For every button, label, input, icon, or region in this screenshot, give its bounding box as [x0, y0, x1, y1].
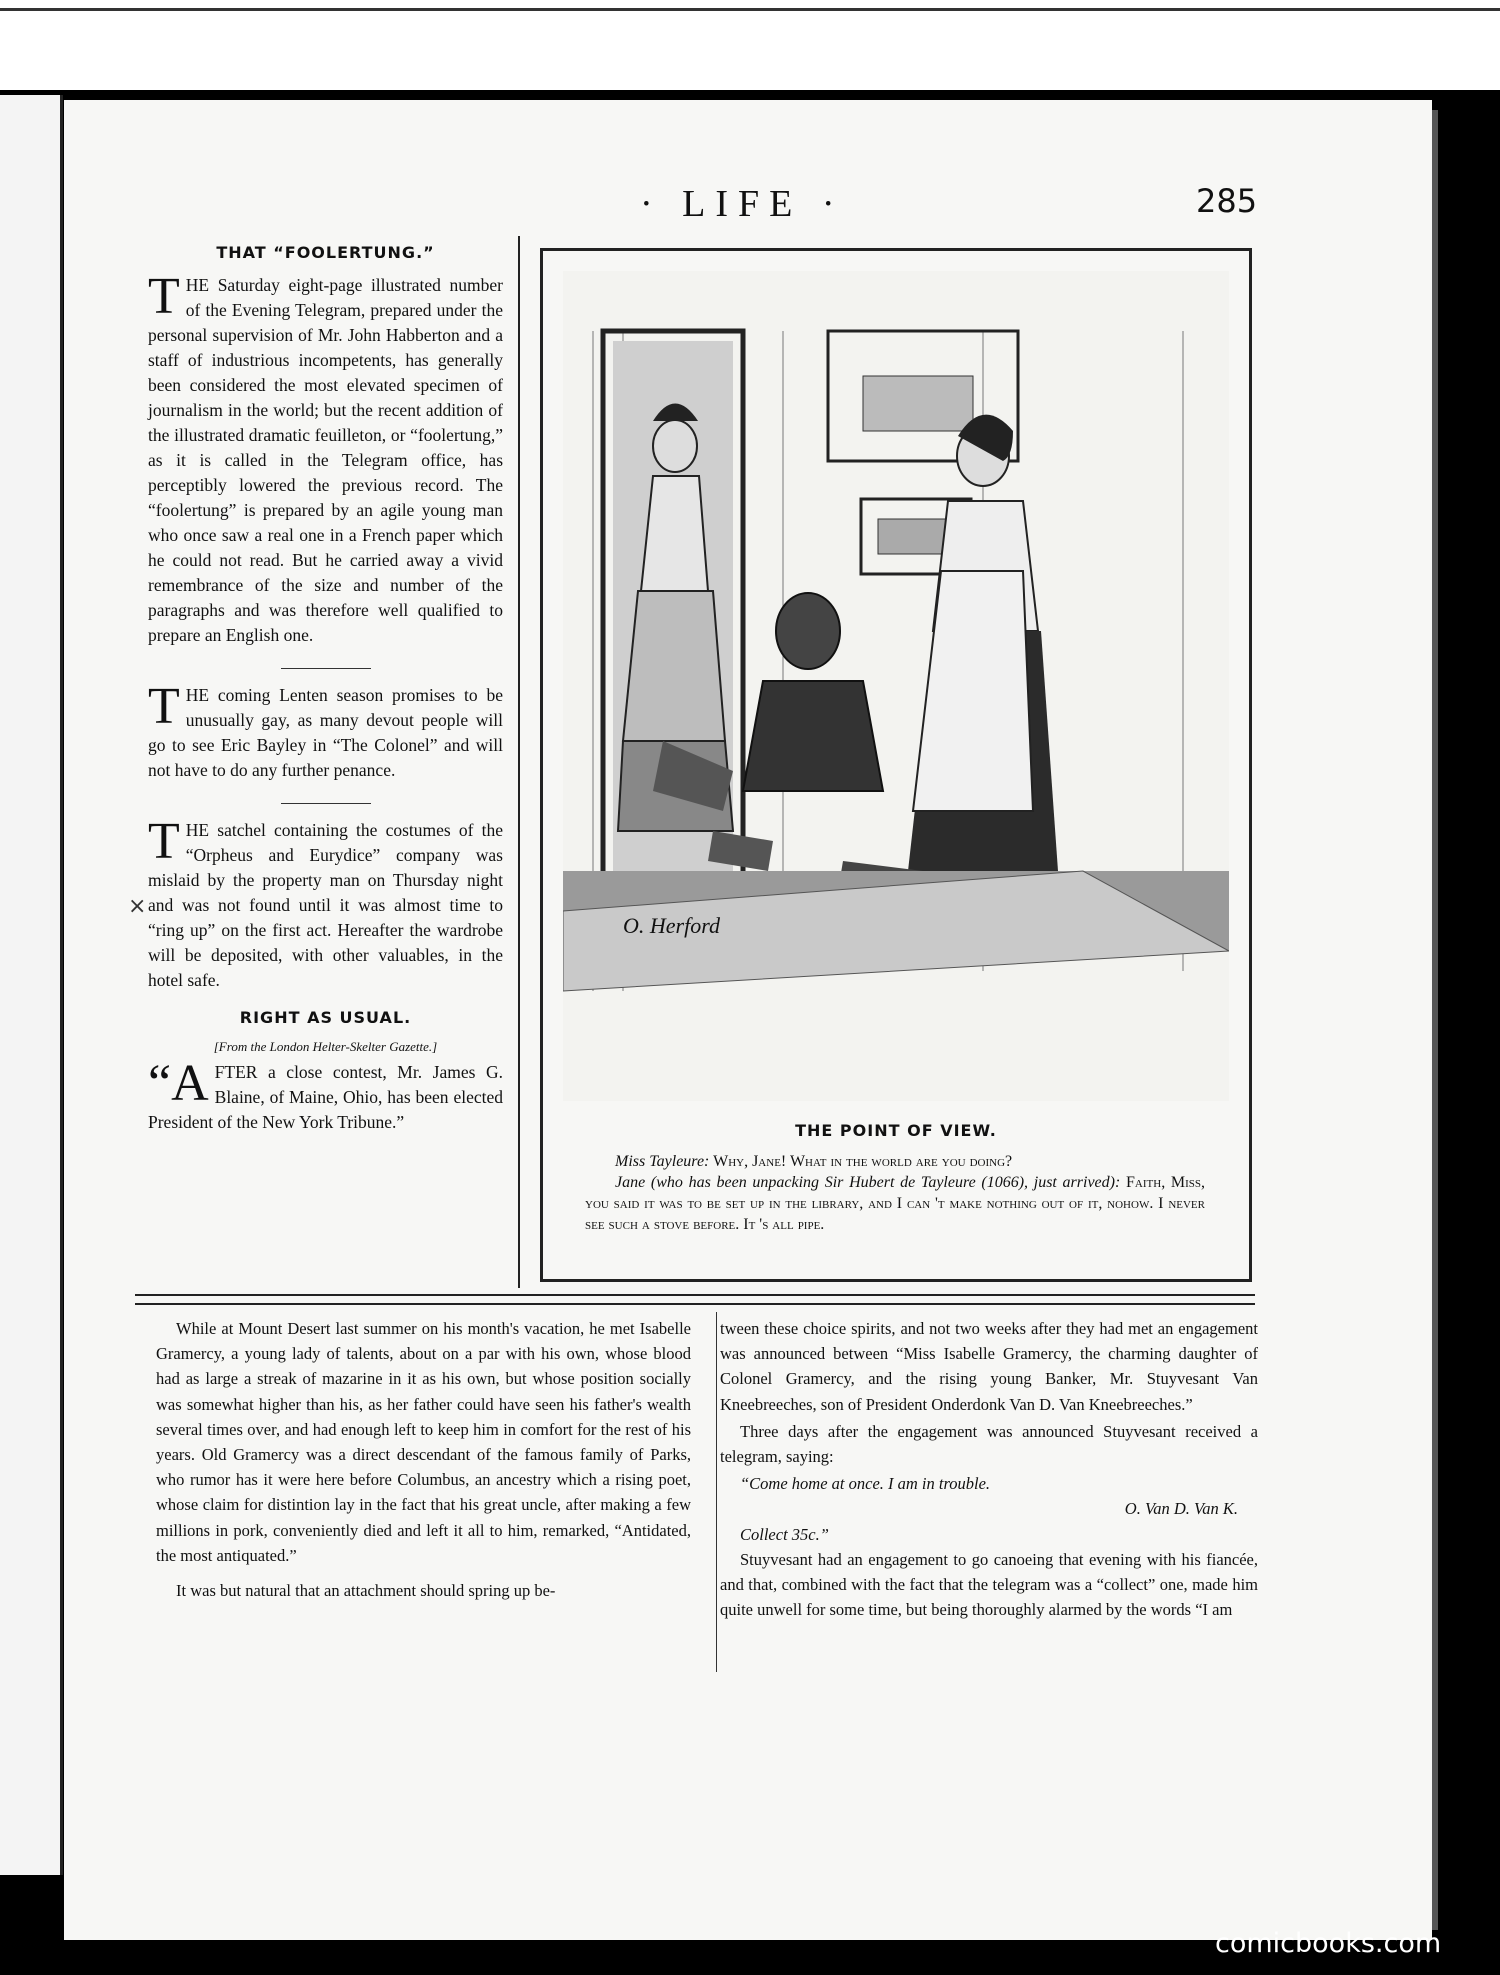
- telegram-signer: O. Van D. Van K.: [1124, 1499, 1238, 1519]
- article-lenten: THE coming Lenten season promises to be unusually gay, as many devout people will go to see Eric Bayley in “The Colonel” and will not have to do any further penance.: [148, 678, 503, 780]
- article-foolertung: THE Saturday eight-page illustrated number of the Evening Telegram, prepared under the personal supervision of Mr. John Habberton and a staff of industrious incompetents, has generally been considered the most elevated specimen of journalism in the world; but the recent addition of the illustrated dramatic feuilleton, or “foolertung,” as it is called in the Telegram office, has perceptibly lowered the previous record. The “foolertung” is prepared by an agile young man who once saw a real one in a French paper which he could not read. But he carried away a vivid remembrance of the size and number of the paragraphs and was therefore well qualified to prepare an English one.: [148, 268, 503, 645]
- column-rule: [518, 236, 520, 1288]
- illustration-frame: [540, 248, 1252, 1282]
- story-paragraph: Stuyvesant had an engagement to go canoeing that evening with his fiancée, and that, combined with the fact that the telegram was a “collect” one, made him quite unwell for some time, but being thoroughly alarmed by the words “I am: [720, 1549, 1258, 1620]
- caption-line: Why, Jane! What in the world are you doing?: [713, 1153, 1013, 1170]
- caption-line: Faith, Miss, you said it was to be set up in the library, and I can 't make nothing out of it, nohow. I never see such a stove before. It 's all pipe.: [585, 1174, 1206, 1233]
- site-watermark: comicbooks.com: [1215, 1928, 1442, 1959]
- story-paragraph: Three days after the engagement was announced Stuyvesant received a telegram, saying:: [720, 1421, 1258, 1467]
- caption-speaker: Miss Tayleure:: [615, 1153, 710, 1170]
- previous-page-edge: [0, 95, 63, 1875]
- page-number: 285: [1196, 182, 1258, 220]
- story-paragraph: While at Mount Desert last summer on his month's vacation, he met Isabelle Gramercy, a young lady of talents, about on a par with his own, whose blood had as large a streak of mazarine in it as his own, but whose position socially was somewhat higher than his, as her father could have seen his father's wealth several times over, and had enough left to keep him in comfort for the rest of his years. Old Gramercy was a direct descendant of the famous family of Parks, who rumor has it were here before Columbus, an ancestry which a rising poet, whose claim for distintion lay in the fact that his great uncle, after making a few millions in pork, conveniently died and left it all to him, remarked, “Antidated, the most antiquated.”: [156, 1319, 691, 1565]
- artist-signature: O. Herford: [623, 913, 720, 938]
- section-double-rule: [135, 1294, 1255, 1305]
- story-paragraph: It was but natural that an attachment should spring up be-: [176, 1581, 556, 1601]
- telegram-collect: Collect 35c.”: [740, 1524, 829, 1544]
- caption-text: [585, 1151, 1205, 1235]
- column-rule: [716, 1312, 717, 1672]
- magazine-title: · LIFE ·: [640, 183, 845, 225]
- drop-cap: T: [148, 813, 180, 870]
- divider: [281, 668, 371, 669]
- illustration-drawing: [563, 271, 1229, 1101]
- divider: [281, 803, 371, 804]
- caption-title: THE POINT OF VIEW.: [795, 1121, 997, 1140]
- caption-speaker: Jane (who has been unpacking Sir Hubert de Tayleure (1066), just arrived):: [615, 1174, 1121, 1191]
- left-column: [148, 240, 503, 1155]
- telegram-text: “Come home at once. I am in trouble.: [740, 1474, 991, 1494]
- drop-cap: T: [148, 678, 180, 735]
- drop-cap: T: [148, 268, 180, 325]
- article-source: [From the London Helter-Skelter Gazette.]: [213, 1039, 438, 1054]
- drop-cap: “A: [148, 1055, 209, 1112]
- story-column-2: [720, 1316, 1258, 1642]
- article-right-as-usual: “AFTER a close contest, Mr. James G. Blaine, of Maine, Ohio, has been elected President of the New York Tribune.”: [148, 1055, 503, 1132]
- article-satchel: THE satchel containing the costumes of the “Orpheus and Eurydice” company was mislaid by the property man on Thursday night and was not found until it was almost time to “ring up” on the first act. Hereafter the wardrobe will be deposited, with other valuables, in the hotel safe.: [148, 813, 503, 990]
- scan-edge-line: [0, 8, 1500, 11]
- margin-mark: ×: [128, 894, 147, 919]
- article-heading: RIGHT AS USUAL.: [239, 1008, 412, 1027]
- article-heading: THAT “FOOLERTUNG.”: [216, 243, 435, 262]
- page-edge-shadow: [1432, 110, 1438, 1930]
- story-paragraph: tween these choice spirits, and not two weeks after they had met an engagement was announced between “Miss Isabelle Gramercy, the charming daughter of Colonel Gramercy, and the rising young Banker, Mr. Stuyvesant Van Kneebreeches, son of President Onderdonk Van D. Van Kneebreeches.”: [720, 1319, 1258, 1414]
- story-column-1: [156, 1316, 691, 1623]
- scan-top-margin: [0, 0, 1500, 90]
